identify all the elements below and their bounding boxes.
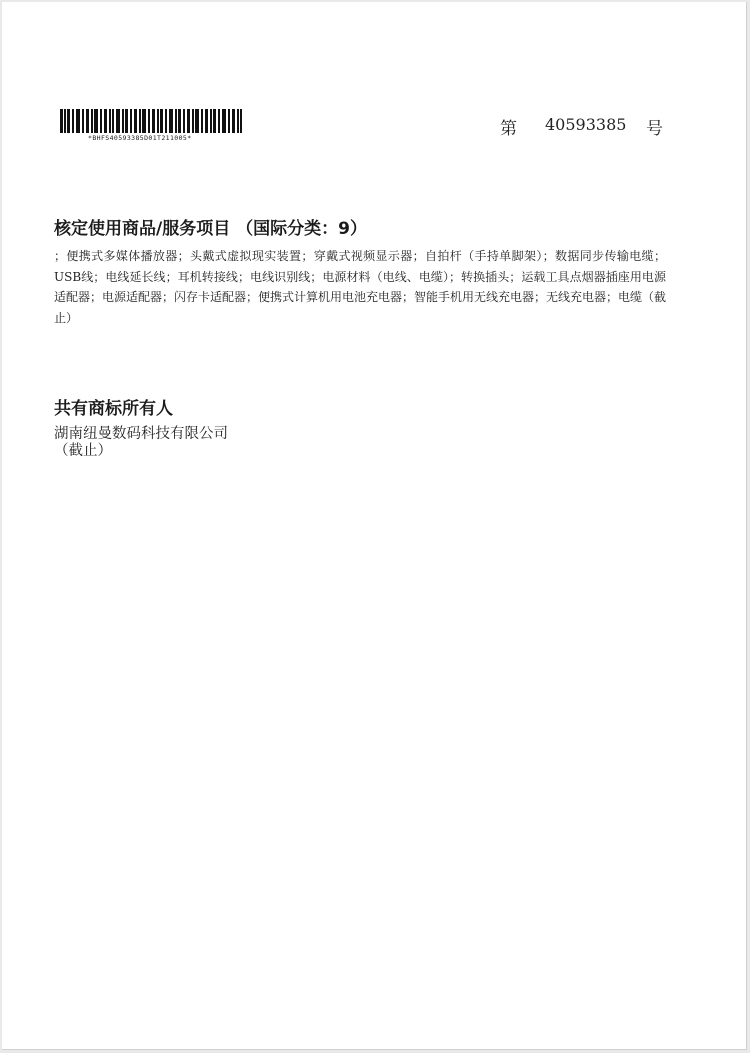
certificate-page	[2, 2, 747, 1050]
barcode	[60, 109, 250, 142]
owner-status: （截止）	[54, 443, 112, 459]
registration-prefix: 第	[500, 119, 517, 139]
barcode-image	[60, 109, 242, 133]
registration-suffix: 号	[646, 119, 663, 139]
registration-number: 40593385	[545, 115, 627, 134]
owner-name: 湖南纽曼数码科技有限公司	[54, 426, 228, 442]
barcode-text: *BHFS40593385D01T211005*	[88, 134, 192, 142]
owner-section-title: 共有商标所有人	[54, 399, 173, 419]
goods-list: ；便携式多媒体播放器；头戴式虚拟现实装置；穿戴式视频显示器；自拍杆（手持单脚架）；数据同步传输电缆；USB线；电线延长线；耳机转接线；电线识别线；电源材料（电线、电缆）；转换插头；运载工具点烟器插座用电源适配器；电源适配器；闪存卡适配器；便携式计算机用电池充电器；智能手机用无线充电器；无线充电器；电缆（截止）	[54, 249, 667, 325]
goods-section-title: 核定使用商品/服务项目 （国际分类：9）	[54, 219, 367, 239]
registration-number-line	[500, 114, 670, 138]
